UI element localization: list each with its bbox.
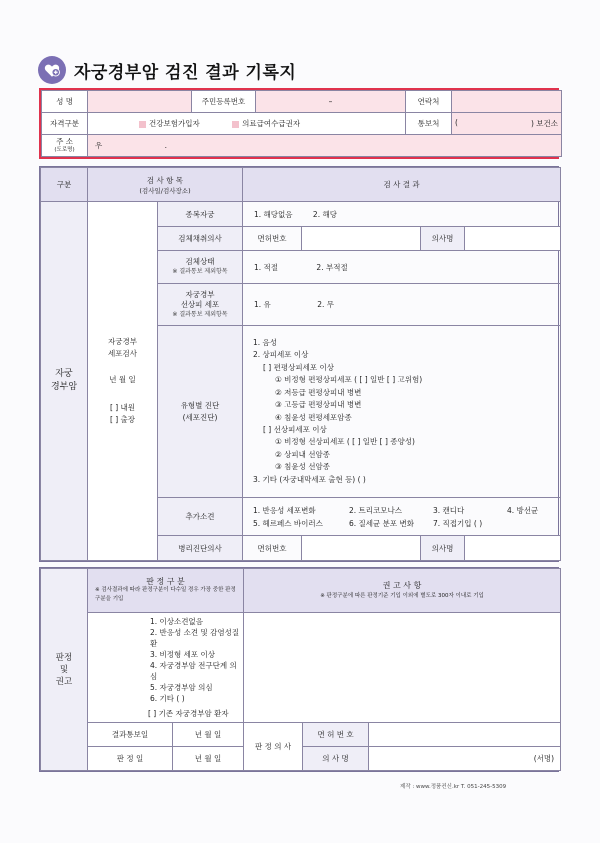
judge-date-label: 판 정 일 bbox=[88, 747, 173, 771]
doctor-name-field[interactable] bbox=[369, 747, 561, 771]
exam-section bbox=[39, 166, 559, 562]
pap-test-info: 자궁경부 세포검사 년 월 일 [ ] 내원 [ ] 출장 bbox=[88, 202, 158, 561]
r2-doctor-field[interactable] bbox=[465, 227, 561, 251]
r2-license-field[interactable] bbox=[302, 227, 421, 251]
test-date[interactable]: 년 월 일 bbox=[109, 375, 136, 384]
qualification-label: 자격구분 bbox=[42, 113, 88, 135]
place-visit[interactable]: [ ] 내원 bbox=[109, 403, 136, 412]
r3-label: 검체상태 ※ 결과통보 제외항목 bbox=[158, 251, 243, 284]
r7-license-field[interactable] bbox=[302, 536, 421, 561]
col-items: 검 사 항 목 (검사일/검사장소) bbox=[88, 168, 243, 202]
judge-doctor-label: 판 정 의 사 bbox=[244, 723, 303, 771]
heart-plus-icon bbox=[38, 56, 66, 84]
checkbox-icon bbox=[139, 121, 146, 128]
r3-values[interactable]: 1. 적절 2. 부적절 bbox=[243, 251, 561, 284]
r7-label: 병리진단의사 bbox=[158, 536, 243, 561]
r7-license-label: 면허번호 bbox=[243, 536, 302, 561]
name-label: 성 명 bbox=[42, 91, 88, 113]
reco-col-header: 권 고 사 항 ※ 판정구분에 따른 판정기준 기입 이외에 별도로 300자 이내로 기입 bbox=[244, 569, 561, 613]
rrn-label: 주민등록번호 bbox=[192, 91, 256, 113]
r2-label: 검체채취의사 bbox=[158, 227, 243, 251]
form-header bbox=[38, 55, 296, 85]
contact-field[interactable] bbox=[452, 91, 562, 113]
r6-label: 추가소견 bbox=[158, 498, 243, 536]
notify-field[interactable]: ( ) 보건소 bbox=[452, 113, 562, 135]
r5-values[interactable]: 1. 음성 2. 상피세포 이상 [ ] 편평상피세포 이상 ① 비정형 편평상피세포 ( [ ] 일반 [ ] 고위험) ② 저등급 편평상피내 병변 ③ 고등급 편평상피내 병변 ④ 침윤성 편평세포암종 [ ] 선상피세포 이상 ① 비정형 선상피세포 ( [ ] 일반 [ ] 종양성) ② 상피내 선암종 ③ 침윤성 선암종 3. 기타 (자궁내막세포 출현 등) ( ) bbox=[243, 326, 561, 498]
judge-options[interactable]: 1. 이상소견없음 2. 반응성 소견 및 감염성질환 3. 비정형 세포 이상 4. 자궁경부암 전구단계 의심 5. 자궁경부암 의심 6. 기타 ( ) [ ] 기존 자궁경부암 환자 bbox=[88, 613, 244, 723]
license-label: 면 허 번 호 bbox=[303, 723, 369, 747]
r4-label: 자궁경부 선상피 세포 ※ 결과통보 제외항목 bbox=[158, 284, 243, 326]
r7-doctor-label: 의사명 bbox=[421, 536, 465, 561]
address-field[interactable]: 우 . bbox=[88, 135, 562, 157]
credit-text: 제작 : www.정품컨신.kr T. 051-245-5309 bbox=[400, 784, 507, 790]
notify-date-label: 결과통보일 bbox=[88, 723, 173, 747]
rrn-dash: – bbox=[328, 97, 333, 106]
notify-date-field[interactable]: 년 월 일 bbox=[173, 723, 244, 747]
health-insurance-option[interactable]: 건강보험가입자 bbox=[139, 119, 200, 128]
r6-values[interactable]: 1. 반응성 세포변화 2. 트리코모나스 3. 캔디다 4. 방선균 5. 헤르페스 바이러스 6. 질세균 분포 변화 7. 직접기입 ( ) bbox=[243, 498, 561, 536]
cervical-cancer-label: 자궁 경부암 bbox=[41, 202, 88, 561]
place-outreach[interactable]: [ ] 출장 bbox=[109, 415, 136, 424]
r2-license-label: 면허번호 bbox=[243, 227, 302, 251]
medical-aid-option[interactable]: 의료급여수급권자 bbox=[232, 119, 300, 128]
notify-label: 통보처 bbox=[406, 113, 452, 135]
rrn-field[interactable] bbox=[256, 91, 406, 113]
r5-label: 유형별 진단 (세포진단) bbox=[158, 326, 243, 498]
qualification-field bbox=[88, 113, 406, 135]
r1-label: 종복자궁 bbox=[158, 202, 243, 227]
r2-doctor-label: 의사명 bbox=[421, 227, 465, 251]
judgement-side-label: 판정 및 권고 bbox=[41, 569, 88, 771]
col-result: 검 사 결 과 bbox=[243, 168, 561, 202]
r7-doctor-field[interactable] bbox=[465, 536, 561, 561]
recommendation-field[interactable] bbox=[244, 613, 561, 723]
checkbox-icon bbox=[232, 121, 239, 128]
sign-label: (서명) bbox=[533, 754, 555, 763]
contact-label: 연락처 bbox=[406, 91, 452, 113]
license-field[interactable] bbox=[369, 723, 561, 747]
judgement-section bbox=[39, 567, 559, 772]
judge-date-field[interactable]: 년 월 일 bbox=[173, 747, 244, 771]
doctor-name-label: 의 사 명 bbox=[303, 747, 369, 771]
r4-values[interactable]: 1. 유 2. 무 bbox=[243, 284, 561, 326]
r1-values[interactable]: 1. 해당없음 2. 해당 bbox=[243, 202, 561, 227]
name-field[interactable] bbox=[88, 91, 192, 113]
personal-info-section bbox=[39, 88, 559, 159]
form-title: 자궁경부암 검진 결과 기록지 bbox=[74, 62, 297, 83]
address-label: 주 소 (도로명) bbox=[42, 135, 88, 157]
judge-col-header: 판 정 구 분 ※ 검사결과에 따라 판정구분이 다수일 경우 가장 중한 판정구분을 기입 bbox=[88, 569, 244, 613]
col-gubun: 구분 bbox=[41, 168, 88, 202]
